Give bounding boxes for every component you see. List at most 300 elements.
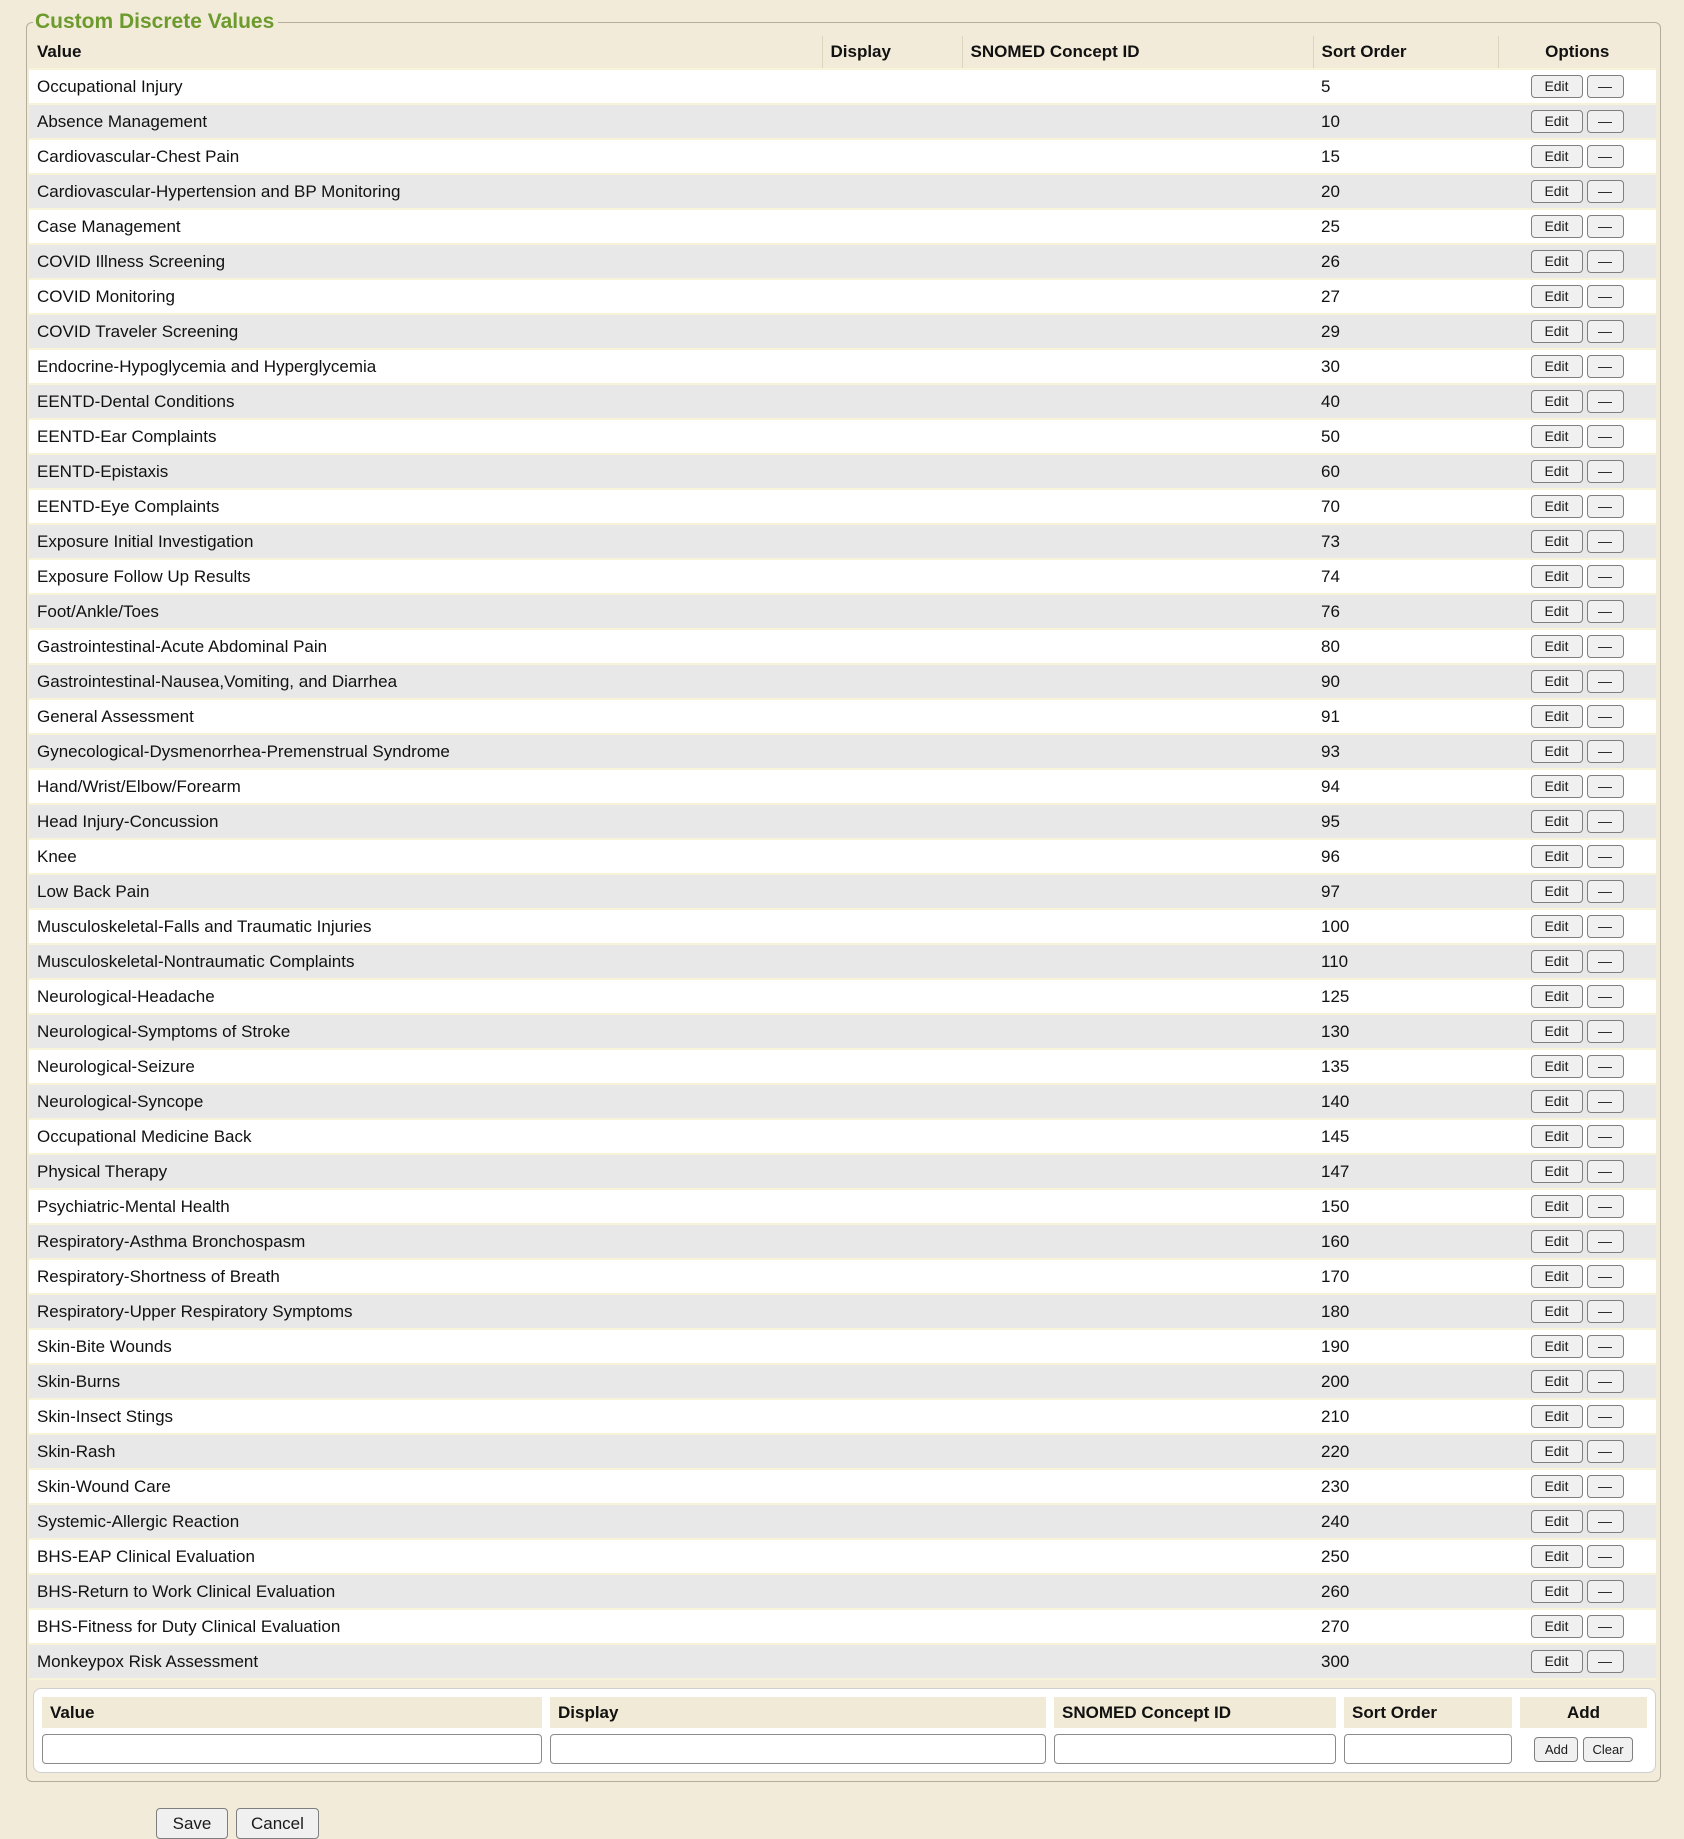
remove-button[interactable]: — — [1587, 1475, 1624, 1498]
table-row — [29, 314, 1656, 349]
edit-button[interactable]: Edit — [1531, 705, 1583, 728]
clear-button[interactable]: Clear — [1583, 1737, 1632, 1762]
remove-button[interactable]: — — [1587, 1265, 1624, 1288]
row-sort-order: 135 — [1313, 1049, 1498, 1084]
edit-button[interactable]: Edit — [1531, 75, 1583, 98]
row-value: Occupational Injury — [29, 69, 822, 104]
add-header-sort-order: Sort Order — [1344, 1697, 1512, 1728]
row-display — [822, 1644, 962, 1679]
table-row — [29, 1014, 1656, 1049]
column-header-options: Options — [1498, 36, 1656, 69]
row-value: Neurological-Syncope — [29, 1084, 822, 1119]
row-value: Monkeypox Risk Assessment — [29, 1644, 822, 1679]
edit-button[interactable]: Edit — [1531, 530, 1583, 553]
row-value: Gastrointestinal-Acute Abdominal Pain — [29, 629, 822, 664]
row-display — [822, 839, 962, 874]
row-options — [1498, 1574, 1656, 1609]
table-row — [29, 1049, 1656, 1084]
row-options — [1498, 594, 1656, 629]
row-options — [1498, 1084, 1656, 1119]
remove-button[interactable]: — — [1587, 390, 1624, 413]
row-snomed — [962, 839, 1313, 874]
row-display — [822, 69, 962, 104]
row-snomed — [962, 1574, 1313, 1609]
row-sort-order: 240 — [1313, 1504, 1498, 1539]
row-display — [822, 244, 962, 279]
row-value: Foot/Ankle/Toes — [29, 594, 822, 629]
table-row — [29, 419, 1656, 454]
row-value: Exposure Follow Up Results — [29, 559, 822, 594]
table-row — [29, 349, 1656, 384]
row-value: Skin-Insect Stings — [29, 1399, 822, 1434]
edit-button[interactable]: Edit — [1531, 1440, 1583, 1463]
row-sort-order: 190 — [1313, 1329, 1498, 1364]
remove-button[interactable]: — — [1587, 75, 1624, 98]
table-row — [29, 1329, 1656, 1364]
row-display — [822, 349, 962, 384]
cancel-button[interactable]: Cancel — [236, 1808, 319, 1839]
row-sort-order: 300 — [1313, 1644, 1498, 1679]
remove-button[interactable]: — — [1587, 1370, 1624, 1393]
add-header-value: Value — [42, 1697, 542, 1728]
table-row — [29, 209, 1656, 244]
row-snomed — [962, 1434, 1313, 1469]
footer-actions — [156, 1808, 1684, 1839]
remove-button[interactable]: — — [1587, 1195, 1624, 1218]
remove-button[interactable]: — — [1587, 250, 1624, 273]
row-display — [822, 769, 962, 804]
row-snomed — [962, 489, 1313, 524]
table-row — [29, 489, 1656, 524]
edit-button[interactable]: Edit — [1531, 1125, 1583, 1148]
edit-button[interactable]: Edit — [1531, 390, 1583, 413]
row-value: COVID Illness Screening — [29, 244, 822, 279]
row-display — [822, 1084, 962, 1119]
row-sort-order: 73 — [1313, 524, 1498, 559]
row-options — [1498, 1609, 1656, 1644]
table-row — [29, 839, 1656, 874]
row-value: Musculoskeletal-Falls and Traumatic Injuries — [29, 909, 822, 944]
row-snomed — [962, 699, 1313, 734]
row-value: Skin-Wound Care — [29, 1469, 822, 1504]
table-body — [29, 69, 1656, 1679]
edit-button[interactable]: Edit — [1531, 180, 1583, 203]
row-snomed — [962, 734, 1313, 769]
row-snomed — [962, 69, 1313, 104]
row-display — [822, 944, 962, 979]
row-value: Endocrine-Hypoglycemia and Hyperglycemia — [29, 349, 822, 384]
row-value: Respiratory-Asthma Bronchospasm — [29, 1224, 822, 1259]
row-snomed — [962, 664, 1313, 699]
edit-button[interactable]: Edit — [1531, 215, 1583, 238]
row-sort-order: 93 — [1313, 734, 1498, 769]
table-row — [29, 1399, 1656, 1434]
remove-button[interactable]: — — [1587, 495, 1624, 518]
row-value: Respiratory-Upper Respiratory Symptoms — [29, 1294, 822, 1329]
row-display — [822, 1119, 962, 1154]
row-options — [1498, 1154, 1656, 1189]
row-value: EENTD-Epistaxis — [29, 454, 822, 489]
remove-button[interactable]: — — [1587, 1440, 1624, 1463]
edit-button[interactable]: Edit — [1531, 1090, 1583, 1113]
row-snomed — [962, 1084, 1313, 1119]
table-row — [29, 524, 1656, 559]
row-display — [822, 734, 962, 769]
row-snomed — [962, 1469, 1313, 1504]
table-row — [29, 909, 1656, 944]
row-options — [1498, 1504, 1656, 1539]
row-value: EENTD-Eye Complaints — [29, 489, 822, 524]
table-row — [29, 874, 1656, 909]
row-sort-order: 70 — [1313, 489, 1498, 524]
table-row — [29, 1644, 1656, 1679]
row-snomed — [962, 384, 1313, 419]
add-snomed-input[interactable] — [1054, 1734, 1336, 1764]
edit-button[interactable]: Edit — [1531, 1580, 1583, 1603]
row-options — [1498, 1294, 1656, 1329]
row-options — [1498, 1189, 1656, 1224]
edit-button[interactable]: Edit — [1531, 1300, 1583, 1323]
row-sort-order: 170 — [1313, 1259, 1498, 1294]
edit-button[interactable]: Edit — [1531, 740, 1583, 763]
remove-button[interactable]: — — [1587, 950, 1624, 973]
edit-button[interactable]: Edit — [1531, 1650, 1583, 1673]
remove-button[interactable]: — — [1587, 670, 1624, 693]
row-sort-order: 96 — [1313, 839, 1498, 874]
remove-button[interactable]: — — [1587, 1580, 1624, 1603]
row-display — [822, 979, 962, 1014]
edit-button[interactable]: Edit — [1531, 950, 1583, 973]
row-options — [1498, 314, 1656, 349]
row-display — [822, 909, 962, 944]
row-display — [822, 594, 962, 629]
row-sort-order: 30 — [1313, 349, 1498, 384]
edit-button[interactable]: Edit — [1531, 1265, 1583, 1288]
remove-button[interactable]: — — [1587, 600, 1624, 623]
page-title: Custom Discrete Values — [35, 10, 275, 33]
remove-button[interactable]: — — [1587, 740, 1624, 763]
row-options — [1498, 1049, 1656, 1084]
row-value: Low Back Pain — [29, 874, 822, 909]
table-row — [29, 244, 1656, 279]
row-options — [1498, 629, 1656, 664]
remove-button[interactable]: — — [1587, 320, 1624, 343]
row-options — [1498, 979, 1656, 1014]
row-display — [822, 1259, 962, 1294]
row-value: COVID Traveler Screening — [29, 314, 822, 349]
row-options — [1498, 139, 1656, 174]
row-display — [822, 454, 962, 489]
row-options — [1498, 699, 1656, 734]
remove-button[interactable]: — — [1587, 180, 1624, 203]
row-value: Neurological-Headache — [29, 979, 822, 1014]
row-display — [822, 1294, 962, 1329]
row-value: Skin-Burns — [29, 1364, 822, 1399]
row-snomed — [962, 944, 1313, 979]
table-row — [29, 699, 1656, 734]
remove-button[interactable]: — — [1587, 215, 1624, 238]
edit-button[interactable]: Edit — [1531, 1475, 1583, 1498]
remove-button[interactable]: — — [1587, 460, 1624, 483]
remove-button[interactable]: — — [1587, 565, 1624, 588]
table-row — [29, 1224, 1656, 1259]
remove-button[interactable]: — — [1587, 145, 1624, 168]
row-snomed — [962, 769, 1313, 804]
row-options — [1498, 524, 1656, 559]
edit-button[interactable]: Edit — [1531, 320, 1583, 343]
edit-button[interactable]: Edit — [1531, 915, 1583, 938]
row-value: Neurological-Seizure — [29, 1049, 822, 1084]
remove-button[interactable]: — — [1587, 845, 1624, 868]
row-options — [1498, 839, 1656, 874]
edit-button[interactable]: Edit — [1531, 285, 1583, 308]
row-display — [822, 1434, 962, 1469]
row-snomed — [962, 1504, 1313, 1539]
edit-button[interactable]: Edit — [1531, 1055, 1583, 1078]
row-snomed — [962, 1399, 1313, 1434]
row-display — [822, 489, 962, 524]
row-value: COVID Monitoring — [29, 279, 822, 314]
remove-button[interactable]: — — [1587, 110, 1624, 133]
edit-button[interactable]: Edit — [1531, 1335, 1583, 1358]
row-display — [822, 174, 962, 209]
remove-button[interactable]: — — [1587, 1090, 1624, 1113]
row-options — [1498, 244, 1656, 279]
row-value: Hand/Wrist/Elbow/Forearm — [29, 769, 822, 804]
edit-button[interactable]: Edit — [1531, 1615, 1583, 1638]
row-sort-order: 10 — [1313, 104, 1498, 139]
edit-button[interactable]: Edit — [1531, 250, 1583, 273]
row-snomed — [962, 1224, 1313, 1259]
edit-button[interactable]: Edit — [1531, 1510, 1583, 1533]
row-snomed — [962, 874, 1313, 909]
table-row — [29, 139, 1656, 174]
row-value: Physical Therapy — [29, 1154, 822, 1189]
row-snomed — [962, 139, 1313, 174]
table-row — [29, 69, 1656, 104]
row-value: Psychiatric-Mental Health — [29, 1189, 822, 1224]
row-snomed — [962, 979, 1313, 1014]
remove-button[interactable]: — — [1587, 425, 1624, 448]
table-row — [29, 1259, 1656, 1294]
row-snomed — [962, 804, 1313, 839]
remove-button[interactable]: — — [1587, 705, 1624, 728]
table-row — [29, 804, 1656, 839]
table-row — [29, 1574, 1656, 1609]
row-display — [822, 1224, 962, 1259]
row-display — [822, 1539, 962, 1574]
row-display — [822, 384, 962, 419]
table-row — [29, 979, 1656, 1014]
add-sort-order-input[interactable] — [1344, 1734, 1512, 1764]
row-sort-order: 74 — [1313, 559, 1498, 594]
column-header-value: Value — [29, 36, 822, 69]
column-header-display: Display — [822, 36, 962, 69]
row-value: Respiratory-Shortness of Breath — [29, 1259, 822, 1294]
edit-button[interactable]: Edit — [1531, 1195, 1583, 1218]
remove-button[interactable]: — — [1587, 1510, 1624, 1533]
row-display — [822, 1609, 962, 1644]
row-value: Gastrointestinal-Nausea,Vomiting, and Diarrhea — [29, 664, 822, 699]
row-snomed — [962, 1364, 1313, 1399]
row-sort-order: 5 — [1313, 69, 1498, 104]
row-value: Exposure Initial Investigation — [29, 524, 822, 559]
remove-button[interactable]: — — [1587, 1650, 1624, 1673]
edit-button[interactable]: Edit — [1531, 460, 1583, 483]
row-snomed — [962, 1609, 1313, 1644]
row-value: Cardiovascular-Chest Pain — [29, 139, 822, 174]
remove-button[interactable]: — — [1587, 1160, 1624, 1183]
remove-button[interactable]: — — [1587, 530, 1624, 553]
row-display — [822, 139, 962, 174]
row-options — [1498, 174, 1656, 209]
table-row — [29, 279, 1656, 314]
row-snomed — [962, 1119, 1313, 1154]
remove-button[interactable]: — — [1587, 810, 1624, 833]
remove-button[interactable]: — — [1587, 1300, 1624, 1323]
row-sort-order: 94 — [1313, 769, 1498, 804]
row-options — [1498, 349, 1656, 384]
row-sort-order: 80 — [1313, 629, 1498, 664]
remove-button[interactable]: — — [1587, 1125, 1624, 1148]
row-sort-order: 145 — [1313, 1119, 1498, 1154]
row-options — [1498, 419, 1656, 454]
row-display — [822, 1364, 962, 1399]
row-snomed — [962, 1189, 1313, 1224]
edit-button[interactable]: Edit — [1531, 145, 1583, 168]
row-display — [822, 524, 962, 559]
values-table — [29, 36, 1656, 1680]
row-value: Gynecological-Dysmenorrhea-Premenstrual Syndrome — [29, 734, 822, 769]
row-snomed — [962, 594, 1313, 629]
row-snomed — [962, 1049, 1313, 1084]
edit-button[interactable]: Edit — [1531, 845, 1583, 868]
edit-button[interactable]: Edit — [1531, 775, 1583, 798]
row-display — [822, 1189, 962, 1224]
row-display — [822, 1399, 962, 1434]
row-options — [1498, 769, 1656, 804]
edit-button[interactable]: Edit — [1531, 1020, 1583, 1043]
add-value-input[interactable] — [42, 1734, 542, 1764]
remove-button[interactable]: — — [1587, 985, 1624, 1008]
row-options — [1498, 804, 1656, 839]
row-sort-order: 147 — [1313, 1154, 1498, 1189]
row-sort-order: 29 — [1313, 314, 1498, 349]
row-snomed — [962, 1294, 1313, 1329]
add-button[interactable]: Add — [1534, 1737, 1578, 1762]
edit-button[interactable]: Edit — [1531, 600, 1583, 623]
remove-button[interactable]: — — [1587, 1405, 1624, 1428]
row-sort-order: 250 — [1313, 1539, 1498, 1574]
row-sort-order: 140 — [1313, 1084, 1498, 1119]
row-value: Knee — [29, 839, 822, 874]
row-value: BHS-Return to Work Clinical Evaluation — [29, 1574, 822, 1609]
row-value: EENTD-Dental Conditions — [29, 384, 822, 419]
row-options — [1498, 1434, 1656, 1469]
remove-button[interactable]: — — [1587, 1335, 1624, 1358]
row-sort-order: 260 — [1313, 1574, 1498, 1609]
remove-button[interactable]: — — [1587, 1020, 1624, 1043]
remove-button[interactable]: — — [1587, 355, 1624, 378]
remove-button[interactable]: — — [1587, 1545, 1624, 1568]
table-row — [29, 1504, 1656, 1539]
row-value: Cardiovascular-Hypertension and BP Monitoring — [29, 174, 822, 209]
row-snomed — [962, 454, 1313, 489]
remove-button[interactable]: — — [1587, 1230, 1624, 1253]
edit-button[interactable]: Edit — [1531, 1545, 1583, 1568]
add-header-display: Display — [550, 1697, 1046, 1728]
edit-button[interactable]: Edit — [1531, 1230, 1583, 1253]
row-display — [822, 629, 962, 664]
edit-button[interactable]: Edit — [1531, 985, 1583, 1008]
edit-button[interactable]: Edit — [1531, 1370, 1583, 1393]
row-snomed — [962, 279, 1313, 314]
row-options — [1498, 69, 1656, 104]
row-sort-order: 91 — [1313, 699, 1498, 734]
edit-button[interactable]: Edit — [1531, 495, 1583, 518]
remove-button[interactable]: — — [1587, 1055, 1624, 1078]
edit-button[interactable]: Edit — [1531, 810, 1583, 833]
table-row — [29, 104, 1656, 139]
row-value: Absence Management — [29, 104, 822, 139]
remove-button[interactable]: — — [1587, 285, 1624, 308]
custom-discrete-values-panel — [26, 10, 1661, 1782]
table-row — [29, 1294, 1656, 1329]
row-value: EENTD-Ear Complaints — [29, 419, 822, 454]
row-options — [1498, 734, 1656, 769]
remove-button[interactable]: — — [1587, 915, 1624, 938]
edit-button[interactable]: Edit — [1531, 880, 1583, 903]
edit-button[interactable]: Edit — [1531, 355, 1583, 378]
edit-button[interactable]: Edit — [1531, 1160, 1583, 1183]
row-sort-order: 76 — [1313, 594, 1498, 629]
edit-button[interactable]: Edit — [1531, 670, 1583, 693]
remove-button[interactable]: — — [1587, 775, 1624, 798]
row-options — [1498, 1469, 1656, 1504]
row-options — [1498, 104, 1656, 139]
remove-button[interactable]: — — [1587, 1615, 1624, 1638]
row-sort-order: 15 — [1313, 139, 1498, 174]
table-row — [29, 1084, 1656, 1119]
row-options — [1498, 1329, 1656, 1364]
edit-button[interactable]: Edit — [1531, 635, 1583, 658]
edit-button[interactable]: Edit — [1531, 565, 1583, 588]
add-display-input[interactable] — [550, 1734, 1046, 1764]
row-options — [1498, 1644, 1656, 1679]
row-options — [1498, 209, 1656, 244]
row-sort-order: 270 — [1313, 1609, 1498, 1644]
edit-button[interactable]: Edit — [1531, 425, 1583, 448]
row-value: BHS-Fitness for Duty Clinical Evaluation — [29, 1609, 822, 1644]
row-options — [1498, 664, 1656, 699]
row-sort-order: 100 — [1313, 909, 1498, 944]
row-display — [822, 699, 962, 734]
row-snomed — [962, 174, 1313, 209]
row-display — [822, 1329, 962, 1364]
row-display — [822, 559, 962, 594]
table-row — [29, 734, 1656, 769]
row-options — [1498, 1539, 1656, 1574]
remove-button[interactable]: — — [1587, 880, 1624, 903]
save-button[interactable]: Save — [156, 1808, 228, 1839]
row-sort-order: 50 — [1313, 419, 1498, 454]
row-snomed — [962, 1329, 1313, 1364]
edit-button[interactable]: Edit — [1531, 110, 1583, 133]
remove-button[interactable]: — — [1587, 635, 1624, 658]
row-snomed — [962, 1259, 1313, 1294]
row-options — [1498, 279, 1656, 314]
edit-button[interactable]: Edit — [1531, 1405, 1583, 1428]
